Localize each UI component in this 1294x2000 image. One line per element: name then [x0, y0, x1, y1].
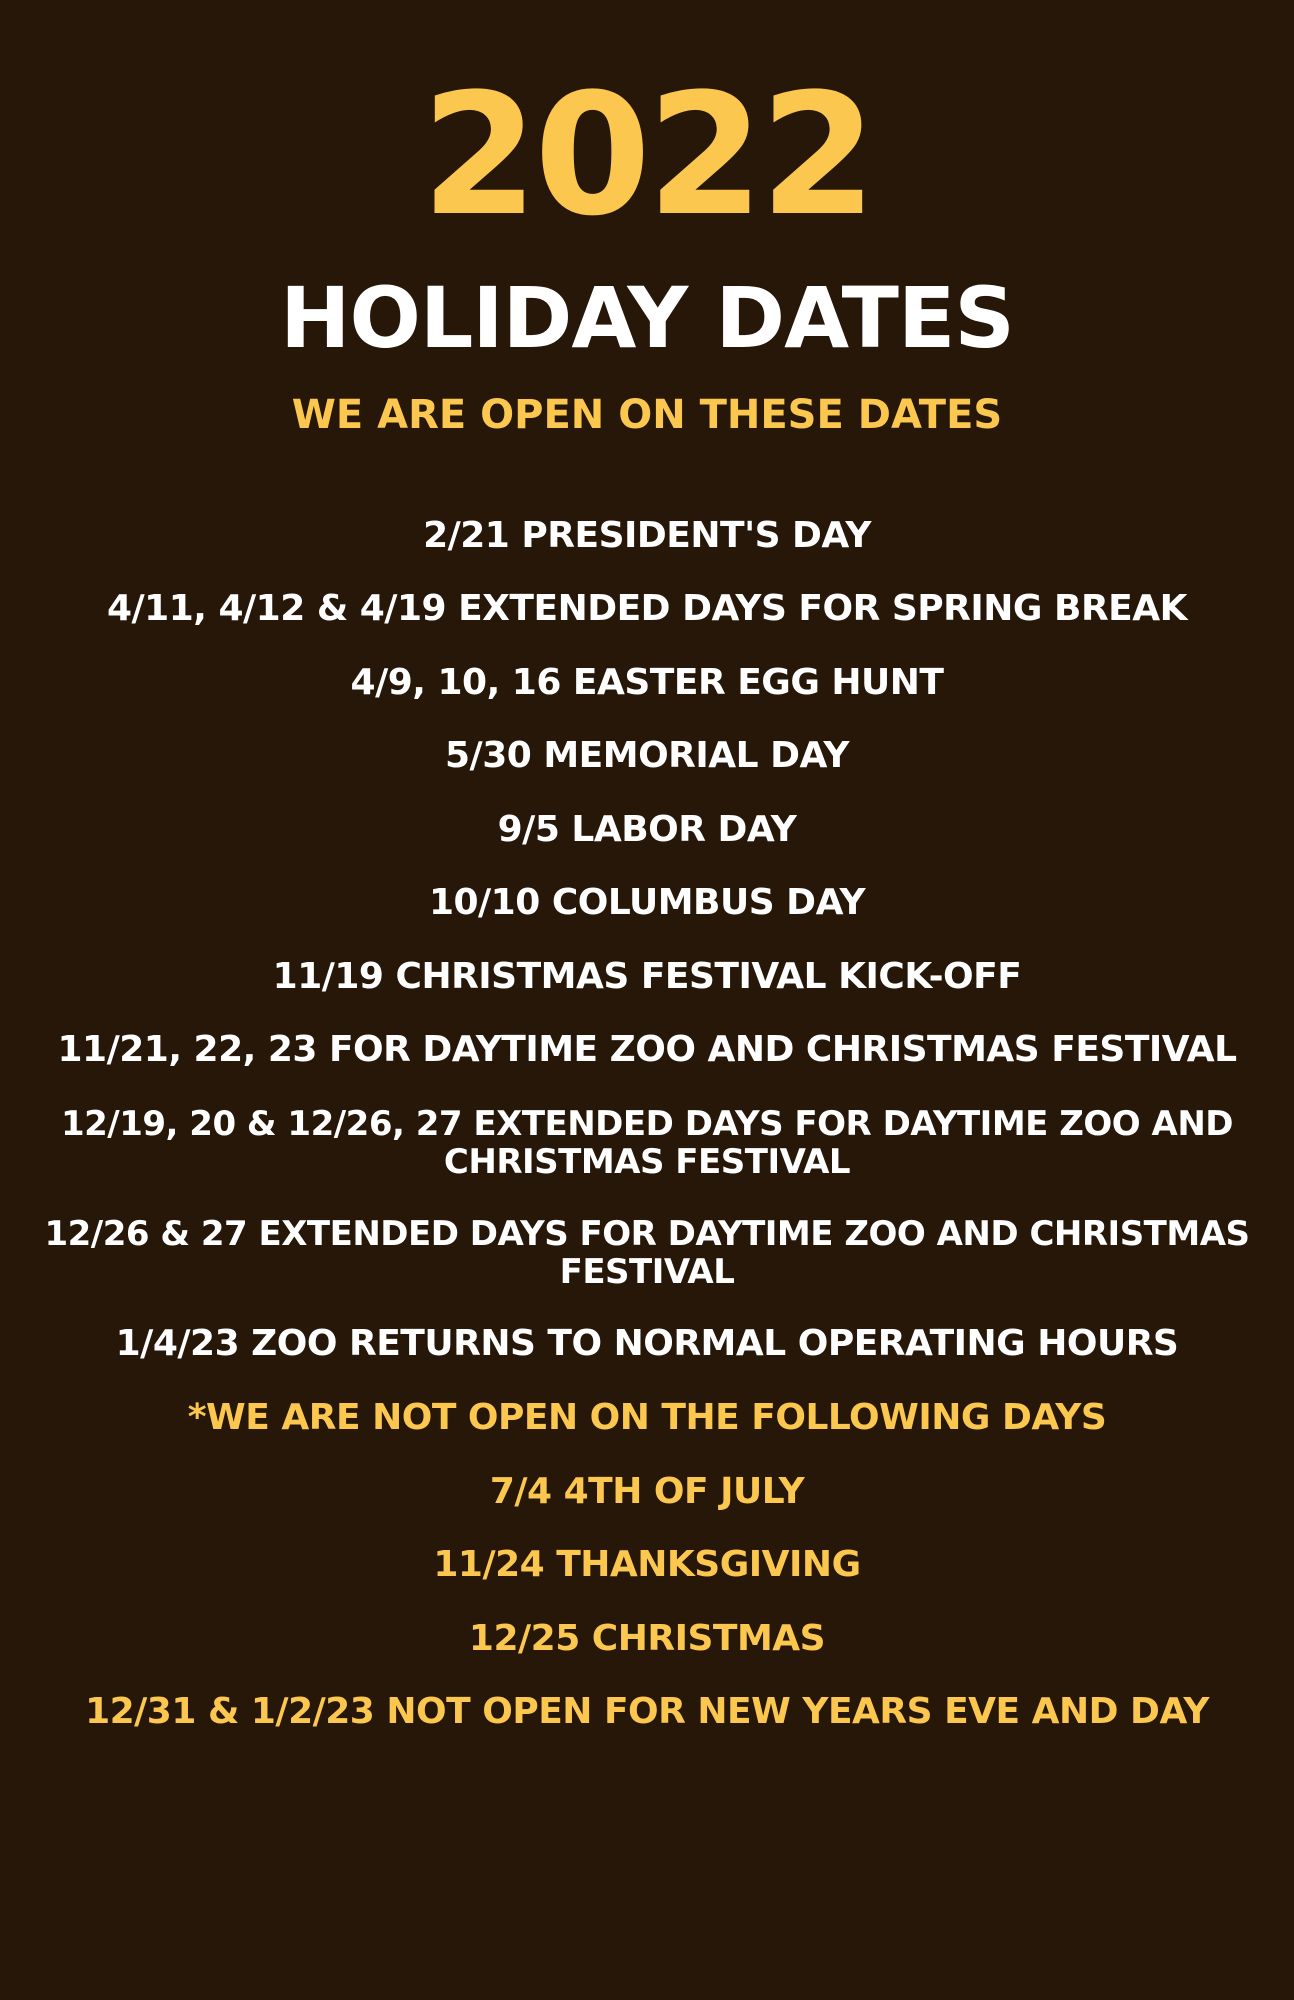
- open-date-item: 2/21 PRESIDENT'S DAY: [423, 515, 871, 556]
- closed-date-item: 12/31 & 1/2/23 NOT OPEN FOR NEW YEARS EVE AND DAY: [85, 1691, 1209, 1732]
- closed-date-item: 7/4 4TH OF JULY: [489, 1471, 805, 1512]
- extended-days-line: 12/26 & 27 EXTENDED DAYS FOR DAYTIME ZOO AND CHRISTMAS: [44, 1214, 1250, 1254]
- extended-days-item: [0, 1215, 1294, 1291]
- extended-days-line: 12/19, 20 & 12/26, 27 EXTENDED DAYS FOR DAYTIME ZOO AND: [60, 1104, 1233, 1144]
- extended-days-line: FESTIVAL: [559, 1252, 735, 1292]
- return-note: 1/4/23 ZOO RETURNS TO NORMAL OPERATING HOURS: [115, 1323, 1179, 1364]
- open-date-item: 10/10 COLUMBUS DAY: [428, 882, 866, 923]
- open-date-item: 9/5 LABOR DAY: [497, 809, 797, 850]
- open-date-item: 5/30 MEMORIAL DAY: [445, 735, 849, 776]
- open-date-item: 4/9, 10, 16 EASTER EGG HUNT: [350, 662, 944, 703]
- open-date-item: 11/19 CHRISTMAS FESTIVAL KICK-OFF: [272, 956, 1022, 997]
- open-date-item: 11/21, 22, 23 FOR DAYTIME ZOO AND CHRISTMAS FESTIVAL: [57, 1029, 1237, 1070]
- extended-days-line: CHRISTMAS FESTIVAL: [443, 1142, 851, 1182]
- closed-date-item: 11/24 THANKSGIVING: [433, 1544, 861, 1585]
- closed-heading: *WE ARE NOT OPEN ON THE FOLLOWING DAYS: [187, 1397, 1107, 1438]
- year-heading: 2022: [421, 57, 873, 253]
- closed-date-item: 12/25 CHRISTMAS: [468, 1618, 826, 1659]
- open-dates-subtitle: WE ARE OPEN ON THESE DATES: [291, 392, 1003, 438]
- open-date-item: 4/11, 4/12 & 4/19 EXTENDED DAYS FOR SPRING BREAK: [106, 588, 1188, 629]
- extended-days-item: [0, 1105, 1294, 1181]
- page-title: HOLIDAY DATES: [280, 269, 1014, 367]
